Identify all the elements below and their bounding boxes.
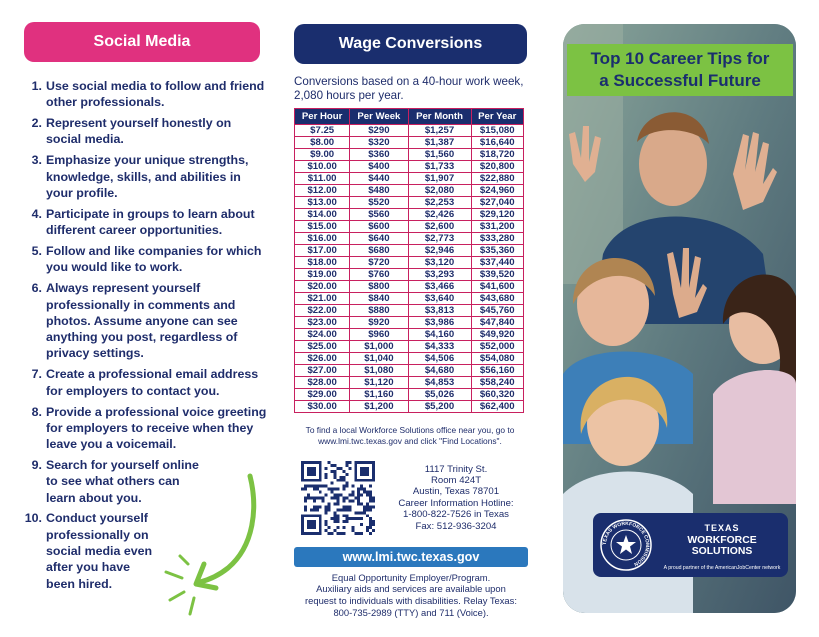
wage-table-row [295,185,524,197]
wage-cell: $1,257 [408,125,471,137]
twc-seal-logo [599,518,653,572]
tip-item [22,115,268,148]
wage-cell: $4,853 [408,377,471,389]
tip-number: 7. [31,367,42,382]
wage-cell: $47,840 [471,317,523,329]
tip-number: 10. [24,511,42,526]
wage-cell: $56,160 [471,365,523,377]
wage-cell: $15,080 [471,125,523,137]
wage-table-row [295,245,524,257]
wage-cell: $10.00 [295,161,350,173]
conversion-note: Conversions based on a 40-hour work week, 2,080 hours per year. [294,75,524,102]
wage-cell: $720 [350,257,408,269]
wage-cell: $960 [350,329,408,341]
workforce-solutions-logo [657,523,787,571]
tip-text: Provide a professional voice greeting for employers to receive when they leave you a voicemail. [46,404,267,452]
tip-text: Represent yourself honestly on social media. [46,116,232,147]
tip-number: 1. [31,79,42,93]
wage-cell: $20.00 [295,281,350,293]
tip-text: Search for yourself online to see what others can learn about you. [46,457,199,505]
wage-cell: $2,946 [408,245,471,257]
wage-cell: $24.00 [295,329,350,341]
wage-cell: $15.00 [295,221,350,233]
wage-cell: $1,200 [350,401,408,413]
wage-cell: $5,200 [408,401,471,413]
logo-name: WORKFORCE SOLUTIONS [687,535,757,557]
wage-table-row [295,161,524,173]
wage-cell: $520 [350,197,408,209]
wage-cell: $3,293 [408,269,471,281]
logo-bar [593,513,788,577]
wage-table-row [295,233,524,245]
wage-cell: $5,026 [408,389,471,401]
wage-cell: $360 [350,149,408,161]
tip-item [22,152,268,201]
tip-text: Always represent yourself professionally in comments and photos. Assume anyone can see anything you post, regardless of privacy settings. [46,281,238,361]
wage-table-row [295,209,524,221]
wage-cell: $1,733 [408,161,471,173]
wage-cell: $680 [350,245,408,257]
website-link[interactable]: www.lmi.twc.texas.gov [294,547,528,567]
tip-text: Emphasize your unique strengths, knowledge, skills, and abilities in your profile. [46,153,249,200]
wage-cell: $25.00 [295,341,350,353]
tip-item [22,404,268,453]
eeo-line: Equal Opportunity Employer/Program. [331,571,491,583]
wage-cell: $29,120 [471,209,523,221]
wage-cell: $37,440 [471,257,523,269]
address-line: 1-800-822-7526 in Texas [403,509,509,521]
address-block [378,464,534,535]
wage-cell: $2,600 [408,221,471,233]
wage-cell: $4,333 [408,341,471,353]
wage-table-row [295,293,524,305]
wage-cell: $21.00 [295,293,350,305]
wage-cell: $290 [350,125,408,137]
wage-cell: $1,560 [408,149,471,161]
column-header: Per Year [471,109,523,125]
wage-cell: $35,360 [471,245,523,257]
wage-cell: $28.00 [295,377,350,389]
wage-cell: $39,520 [471,269,523,281]
wage-cell: $8.00 [295,137,350,149]
wage-cell: $9.00 [295,149,350,161]
cover-title-line: a Successful Future [599,71,761,90]
wage-table-row [295,365,524,377]
logo-state: TEXAS [704,523,740,533]
wage-cell: $58,240 [471,377,523,389]
wage-table-row [295,329,524,341]
address-line: Austin, Texas 78701 [412,486,500,498]
wage-cell: $2,080 [408,185,471,197]
wage-table-row [295,389,524,401]
tip-item [22,206,268,239]
tip-item [22,78,268,111]
wage-cell: $43,680 [471,293,523,305]
wage-cell: $560 [350,209,408,221]
wage-cell: $62,400 [471,401,523,413]
wage-cell: $1,907 [408,173,471,185]
wage-cell: $440 [350,173,408,185]
tip-item [22,280,268,361]
wage-cell: $33,280 [471,233,523,245]
wage-cell: $19.00 [295,269,350,281]
wage-table-row [295,173,524,185]
wage-cell: $7.25 [295,125,350,137]
wage-cell: $3,466 [408,281,471,293]
wage-cell: $45,760 [471,305,523,317]
wage-cell: $23.00 [295,317,350,329]
wage-cell: $17.00 [295,245,350,257]
wage-table-row [295,269,524,281]
wage-cell: $1,120 [350,377,408,389]
wage-cell: $18.00 [295,257,350,269]
wage-table-row [295,377,524,389]
wage-table [294,108,524,413]
wage-cell: $4,680 [408,365,471,377]
eeo-line: Auxiliary aids and services are available upon [316,583,506,595]
wage-cell: $800 [350,281,408,293]
wage-cell: $4,506 [408,353,471,365]
wage-cell: $12.00 [295,185,350,197]
wage-cell: $760 [350,269,408,281]
wage-cell: $3,986 [408,317,471,329]
social-media-heading: Social Media [24,22,260,62]
address-line: 1117 Trinity St. [424,463,488,475]
wage-cell: $480 [350,185,408,197]
eeo-line: 800-735-2989 (TTY) and 711 (Voice). [333,606,489,618]
tip-number: 6. [31,281,42,296]
address-line: Room 424T [430,475,482,486]
wage-table-row [295,137,524,149]
wage-table-row [295,305,524,317]
wage-cell: $3,120 [408,257,471,269]
wage-cell: $26.00 [295,353,350,365]
wage-cell: $60,320 [471,389,523,401]
wage-table-header [295,109,524,125]
address-line: Career Information Hotline: [398,497,514,509]
wage-cell: $4,160 [408,329,471,341]
wage-cell: $22,880 [471,173,523,185]
tip-item [22,366,268,399]
wage-table-row [295,221,524,233]
wage-cell: $2,253 [408,197,471,209]
contact-row [294,461,534,535]
tip-number: 2. [31,116,42,131]
wage-cell: $400 [350,161,408,173]
wage-cell: $640 [350,233,408,245]
wage-table-row [295,257,524,269]
wage-cell: $320 [350,137,408,149]
wage-conversions-heading: Wage Conversions [294,24,527,64]
wage-cell: $2,773 [408,233,471,245]
wage-table-row [295,281,524,293]
column-header: Per Month [408,109,471,125]
wage-cell: $16,640 [471,137,523,149]
wage-cell: $1,160 [350,389,408,401]
wage-cell: $3,640 [408,293,471,305]
wage-cell: $1,387 [408,137,471,149]
wage-cell: $30.00 [295,401,350,413]
tip-item [22,243,268,276]
wage-cell: $2,426 [408,209,471,221]
qr-code-icon [298,461,378,535]
wage-cell: $31,200 [471,221,523,233]
tip-number: 9. [31,457,42,472]
wage-cell: $1,080 [350,365,408,377]
tip-text: Conduct yourself professionally on social media even after you have been hired. [46,511,153,591]
wage-cell: $29.00 [295,389,350,401]
wage-conversions-panel [294,24,534,624]
column-header: Per Hour [295,109,350,125]
wage-cell: $16.00 [295,233,350,245]
address-line: Fax: 512-936-3204 [415,520,497,532]
wage-table-row [295,341,524,353]
tip-text: Participate in groups to learn about different career opportunities. [46,206,255,238]
tip-number: 3. [31,153,42,168]
wage-cell: $600 [350,221,408,233]
wage-cell: $49,920 [471,329,523,341]
seal-text: TEXAS WORKFORCE COMMISSION [601,520,651,568]
wage-cell: $18,720 [471,149,523,161]
wage-cell: $27,040 [471,197,523,209]
wage-cell: $1,000 [350,341,408,353]
wage-table-row [295,125,524,137]
wage-table-row [295,353,524,365]
wage-cell: $20,800 [471,161,523,173]
wage-cell: $22.00 [295,305,350,317]
wage-table-row [295,197,524,209]
wage-cell: $54,080 [471,353,523,365]
wage-cell: $24,960 [471,185,523,197]
tip-number: 5. [31,244,42,259]
wage-table-row [295,149,524,161]
tip-number: 4. [31,206,42,221]
wage-table-body [295,125,524,413]
wage-cell: $880 [350,305,408,317]
equal-opportunity-text [294,572,528,619]
wage-table-row [295,401,524,413]
tip-number: 8. [31,404,42,419]
cover-panel [563,24,796,613]
wage-cell: $52,000 [471,341,523,353]
wage-table-row [295,317,524,329]
wage-cell: $920 [350,317,408,329]
logo-tagline: A proud partner of the AmericanJobCenter network [663,565,781,571]
wage-cell: $27.00 [295,365,350,377]
tip-text: Follow and like companies for which you would like to work. [46,244,262,275]
tip-text: Create a professional email address for employers to contact you. [46,367,259,398]
green-arrow-icon [158,468,278,618]
eeo-line: request to individuals with disabilities. Relay Texas: [305,595,517,607]
wage-cell: $13.00 [295,197,350,209]
cover-title-line: Top 10 Career Tips for [590,49,770,68]
wage-cell: $1,040 [350,353,408,365]
find-office-text: To find a local Workforce Solutions office near you, go to www.lmi.twc.texas.gov and click "Find Locations". [305,425,515,446]
wage-cell: $11.00 [295,173,350,185]
social-media-panel [18,22,268,622]
tip-text: Use social media to follow and friend other professionals. [46,79,265,110]
wage-cell: $840 [350,293,408,305]
wage-cell: $3,813 [408,305,471,317]
wage-cell: $41,600 [471,281,523,293]
wage-cell: $14.00 [295,209,350,221]
column-header: Per Week [350,109,408,125]
cover-title [567,44,793,96]
